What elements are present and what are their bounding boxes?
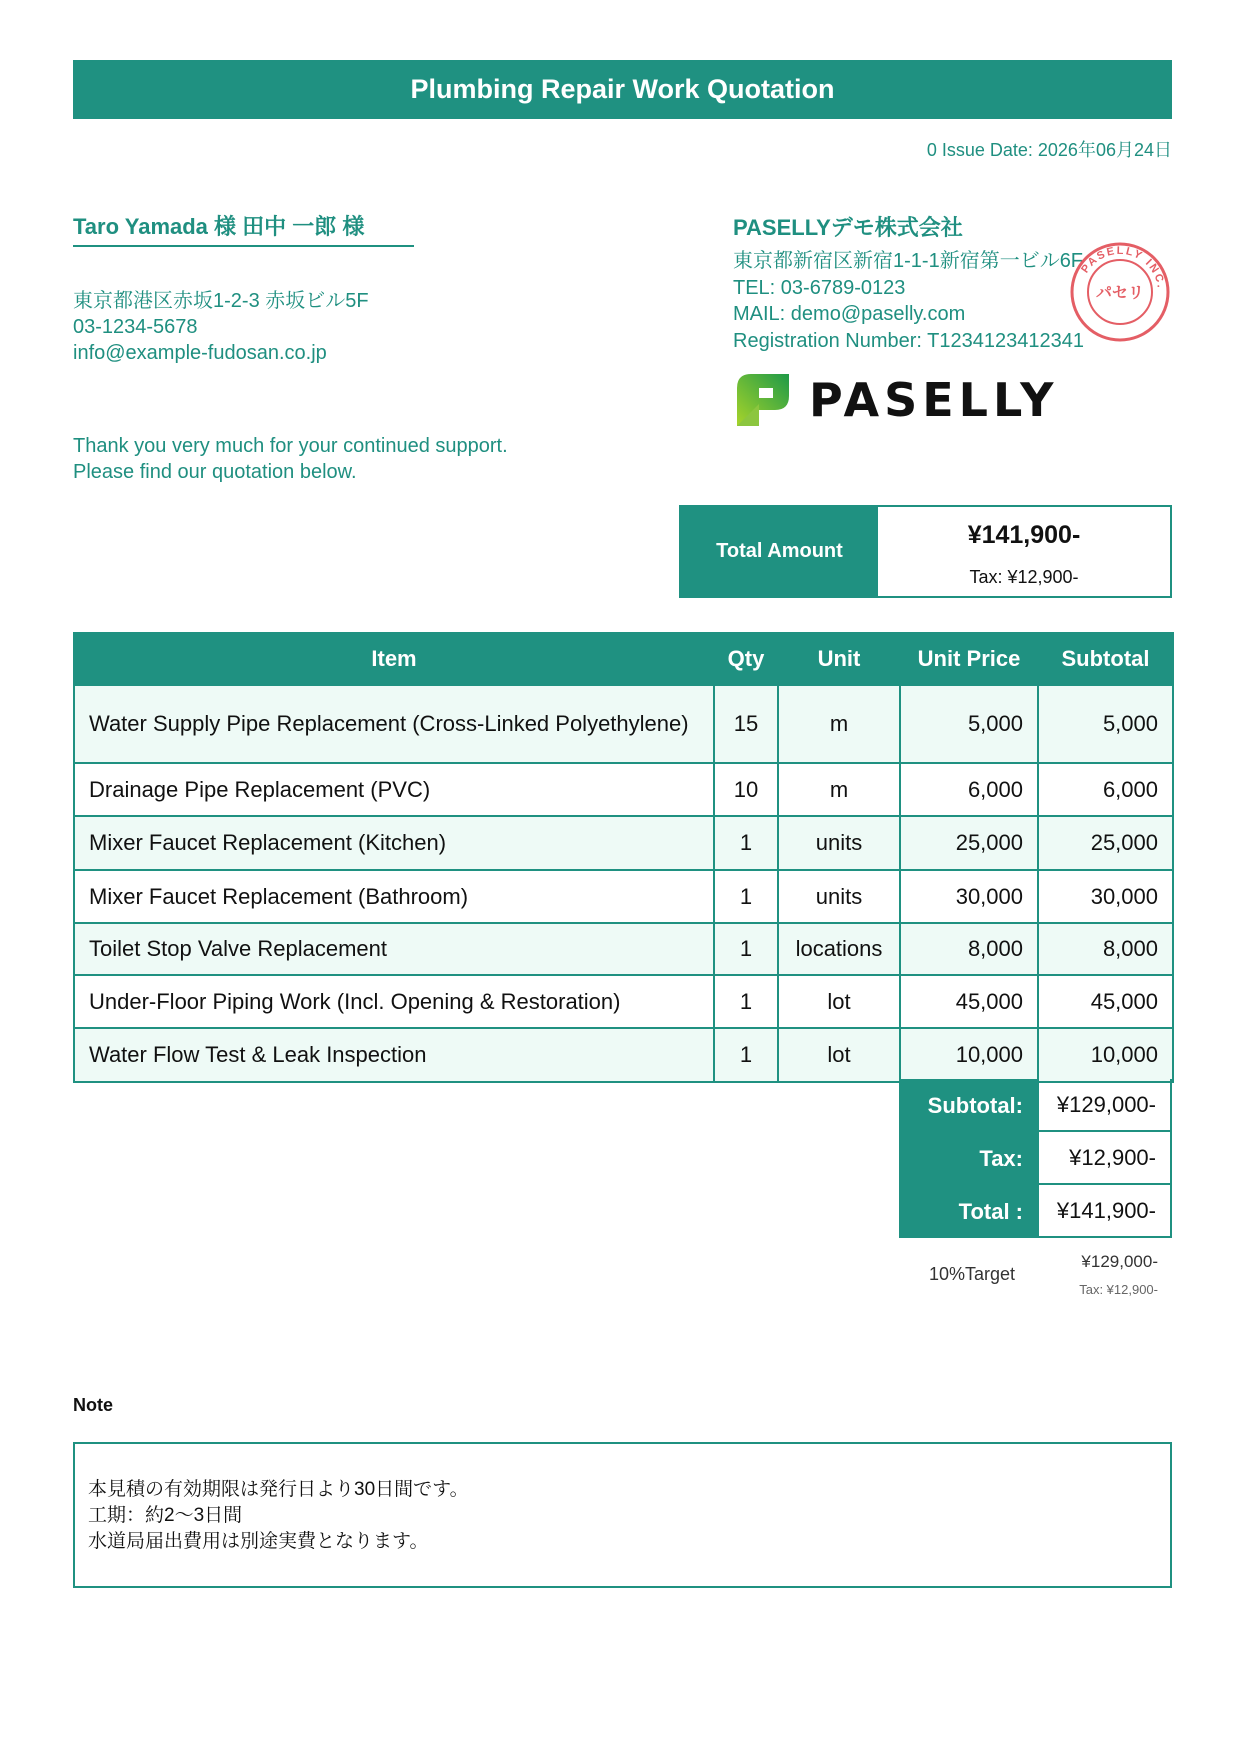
column-header-unit-price: Unit Price bbox=[900, 633, 1038, 685]
qty-cell: 1 bbox=[714, 1028, 778, 1082]
greeting-line: Thank you very much for your continued support. bbox=[73, 435, 508, 457]
qty-cell: 1 bbox=[714, 816, 778, 870]
unit-cell: units bbox=[778, 816, 900, 870]
subtotal-cell: 8,000 bbox=[1038, 923, 1173, 975]
item-cell: Drainage Pipe Replacement (PVC) bbox=[74, 763, 714, 816]
note-heading: Note bbox=[73, 1395, 113, 1415]
item-cell: Under-Floor Piping Work (Incl. Opening & Restoration) bbox=[74, 975, 714, 1028]
title-bar bbox=[73, 60, 1172, 119]
total-amount-tax: Tax: ¥12,900- bbox=[969, 567, 1079, 587]
unit-cell: lot bbox=[778, 1028, 900, 1082]
subtotal-cell: 5,000 bbox=[1038, 685, 1173, 763]
unit-cell: units bbox=[778, 870, 900, 923]
logo-wordmark: PASELLY bbox=[809, 373, 1059, 427]
table-row bbox=[74, 1028, 1173, 1082]
table-row bbox=[74, 870, 1173, 923]
subtotal-cell: 6,000 bbox=[1038, 763, 1173, 816]
subtotal-cell: 45,000 bbox=[1038, 975, 1173, 1028]
unit-price-cell: 6,000 bbox=[900, 763, 1038, 816]
grand-total-value: ¥141,900- bbox=[1037, 1185, 1172, 1238]
column-header-unit: Unit bbox=[778, 633, 900, 685]
company-tel: TEL: 03-6789-0123 bbox=[733, 276, 906, 299]
totals-block bbox=[899, 1079, 1172, 1238]
unit-cell: m bbox=[778, 685, 900, 763]
subtotal-cell: 30,000 bbox=[1038, 870, 1173, 923]
subtotal-label: Subtotal: bbox=[899, 1079, 1037, 1132]
company-registration: Registration Number: T1234123412341 bbox=[733, 329, 1084, 352]
total-amount-box bbox=[679, 505, 1172, 598]
svg-text:PASELLY INC.: PASELLY INC. bbox=[1079, 244, 1167, 291]
unit-cell: locations bbox=[778, 923, 900, 975]
items-table bbox=[73, 632, 1174, 1083]
paselly-leaf-icon bbox=[733, 370, 793, 430]
svg-text:パセリ: パセリ bbox=[1095, 283, 1145, 302]
qty-cell: 1 bbox=[714, 923, 778, 975]
customer-address: 東京都港区赤坂1-2-3 赤坂ビル5F bbox=[73, 290, 369, 312]
column-header-subtotal: Subtotal bbox=[1038, 633, 1173, 685]
unit-price-cell: 8,000 bbox=[900, 923, 1038, 975]
subtotal-cell: 25,000 bbox=[1038, 816, 1173, 870]
company-logo bbox=[733, 370, 1058, 430]
greeting bbox=[73, 433, 508, 485]
tax-row bbox=[899, 1132, 1172, 1185]
subtotal-row bbox=[899, 1079, 1172, 1132]
company-details bbox=[733, 248, 1084, 354]
tax-rate-target-label: 10%Target bbox=[929, 1264, 1016, 1284]
unit-cell: m bbox=[778, 763, 900, 816]
customer-email: info@example-fudosan.co.jp bbox=[73, 342, 327, 364]
customer-phone: 03-1234-5678 bbox=[73, 316, 198, 338]
tax-value: ¥12,900- bbox=[1037, 1132, 1172, 1185]
unit-price-cell: 45,000 bbox=[900, 975, 1038, 1028]
company-name: PASELLYデモ株式会社 bbox=[733, 215, 963, 240]
customer-details bbox=[73, 288, 369, 366]
item-cell: Water Flow Test & Leak Inspection bbox=[74, 1028, 714, 1082]
item-cell: Water Supply Pipe Replacement (Cross-Linked Polyethylene) bbox=[74, 685, 714, 763]
table-row bbox=[74, 975, 1173, 1028]
item-cell: Toilet Stop Valve Replacement bbox=[74, 923, 714, 975]
unit-price-cell: 25,000 bbox=[900, 816, 1038, 870]
total-amount: ¥141,900- bbox=[967, 521, 1081, 549]
note-box bbox=[73, 1442, 1172, 1588]
note-line: 水道局届出費用は別途実費となります。 bbox=[88, 1531, 429, 1552]
greeting-line: Please find our quotation below. bbox=[73, 461, 357, 483]
unit-price-cell: 30,000 bbox=[900, 870, 1038, 923]
unit-cell: lot bbox=[778, 975, 900, 1028]
tax-rate-target-tax: Tax: ¥12,900- bbox=[1079, 1282, 1158, 1297]
note-line: 本見積の有効期限は発行日より30日間です。 bbox=[88, 1479, 469, 1500]
table-header-row bbox=[74, 633, 1173, 685]
subtotal-value: ¥129,000- bbox=[1037, 1079, 1172, 1132]
note-text bbox=[88, 1477, 469, 1555]
issue-date: 0 Issue Date: 2026年06月24日 bbox=[926, 140, 1172, 160]
item-cell: Mixer Faucet Replacement (Bathroom) bbox=[74, 870, 714, 923]
unit-price-cell: 5,000 bbox=[900, 685, 1038, 763]
item-cell: Mixer Faucet Replacement (Kitchen) bbox=[74, 816, 714, 870]
tax-rate-target-amount: ¥129,000- bbox=[1081, 1252, 1158, 1271]
customer-name: Taro Yamada 様 田中 一郎 様 bbox=[73, 213, 414, 247]
company-address: 東京都新宿区新宿1-1-1新宿第一ビル6F bbox=[733, 250, 1084, 272]
table-row bbox=[74, 763, 1173, 816]
grand-total-label: Total : bbox=[899, 1185, 1037, 1238]
subtotal-cell: 10,000 bbox=[1038, 1028, 1173, 1082]
company-seal-stamp bbox=[1068, 240, 1172, 344]
table-row bbox=[74, 923, 1173, 975]
qty-cell: 1 bbox=[714, 975, 778, 1028]
total-amount-label: Total Amount bbox=[681, 507, 878, 596]
qty-cell: 1 bbox=[714, 870, 778, 923]
qty-cell: 10 bbox=[714, 763, 778, 816]
company-mail: MAIL: demo@paselly.com bbox=[733, 303, 966, 325]
column-header-qty: Qty bbox=[714, 633, 778, 685]
column-header-item: Item bbox=[74, 633, 714, 685]
table-row bbox=[74, 685, 1173, 763]
unit-price-cell: 10,000 bbox=[900, 1028, 1038, 1082]
document-title: Plumbing Repair Work Quotation bbox=[410, 74, 835, 104]
total-amount-value-cell bbox=[878, 507, 1170, 596]
qty-cell: 15 bbox=[714, 685, 778, 763]
tax-label: Tax: bbox=[899, 1132, 1037, 1185]
grand-total-row bbox=[899, 1185, 1172, 1238]
table-row bbox=[74, 816, 1173, 870]
note-line: 工期：約2〜3日間 bbox=[88, 1505, 243, 1526]
